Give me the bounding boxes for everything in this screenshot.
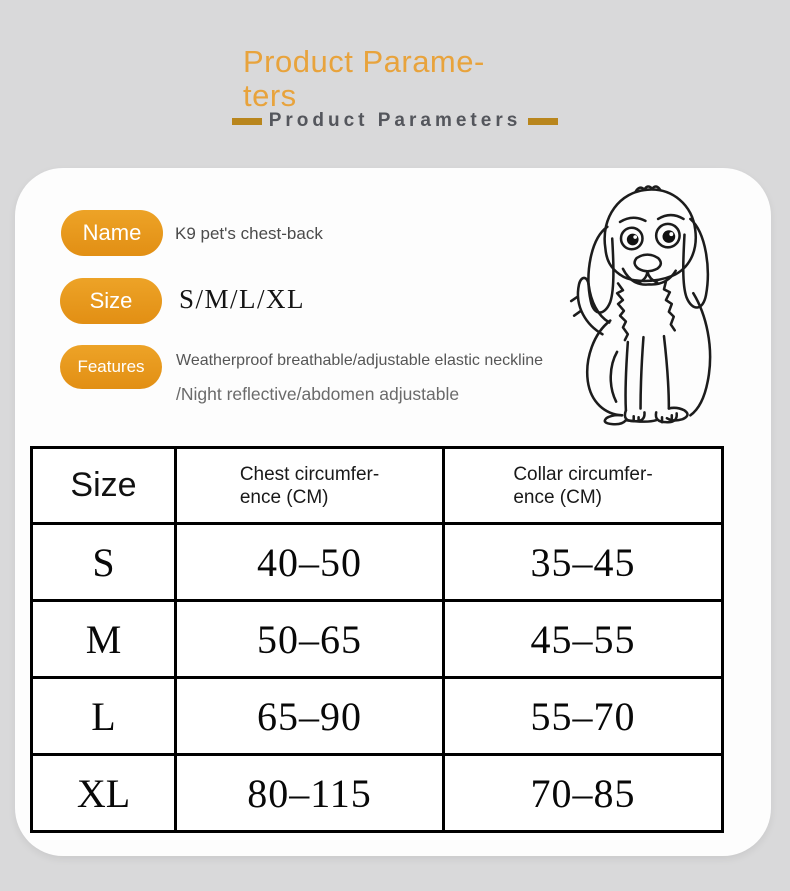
product-name-value: K9 pet's chest-back <box>175 224 323 243</box>
chest-header-line2: ence (CM) <box>239 486 329 508</box>
chest-range: 65–90 <box>176 678 444 755</box>
collar-range: 35–45 <box>444 524 723 601</box>
collar-column-header <box>444 448 723 524</box>
product-features-line1: Weatherproof breathable/adjustable elastic neckline <box>176 352 544 369</box>
size-value: L <box>32 678 176 755</box>
page-title-line1: Product Parame- <box>243 43 485 79</box>
features-label-badge <box>60 345 162 389</box>
section-heading-text: Product Parameters <box>268 110 522 131</box>
page-title <box>243 45 543 113</box>
table-header-row <box>32 448 723 524</box>
collar-header-line2: ence (CM) <box>513 486 602 508</box>
collar-header-line1: Collar circumfer- <box>513 463 653 485</box>
table-row-m <box>32 601 723 678</box>
size-label-text: Size <box>89 288 133 313</box>
section-heading <box>0 110 790 132</box>
table-row-s <box>32 524 723 601</box>
collar-range: 45–55 <box>444 601 723 678</box>
features-label-text: Features <box>77 357 145 376</box>
chest-header-line1: Chest circumfer- <box>239 463 380 485</box>
size-value: XL <box>32 755 176 832</box>
right-dash-decoration-icon <box>528 118 558 125</box>
chest-range: 40–50 <box>176 524 444 601</box>
chest-range: 80–115 <box>176 755 444 832</box>
chest-column-header <box>176 448 444 524</box>
name-label-text: Name <box>82 220 142 245</box>
name-label-badge <box>61 210 163 256</box>
collar-range: 70–85 <box>444 755 723 832</box>
sitting-puppy-line-drawing-icon <box>560 176 724 428</box>
size-chart-table <box>30 446 724 833</box>
size-value: S <box>32 524 176 601</box>
size-label-badge <box>60 278 162 324</box>
product-features-line2: /Night reflective/abdomen adjustable <box>176 384 460 404</box>
chest-range: 50–65 <box>176 601 444 678</box>
table-row-xl <box>32 755 723 832</box>
page-title-line2: ters <box>243 77 297 113</box>
size-value: M <box>32 601 176 678</box>
left-dash-decoration-icon <box>232 118 262 125</box>
table-row-l <box>32 678 723 755</box>
product-size-value: S/M/L/XL <box>179 284 306 314</box>
size-column-header: Size <box>32 448 176 524</box>
collar-range: 55–70 <box>444 678 723 755</box>
